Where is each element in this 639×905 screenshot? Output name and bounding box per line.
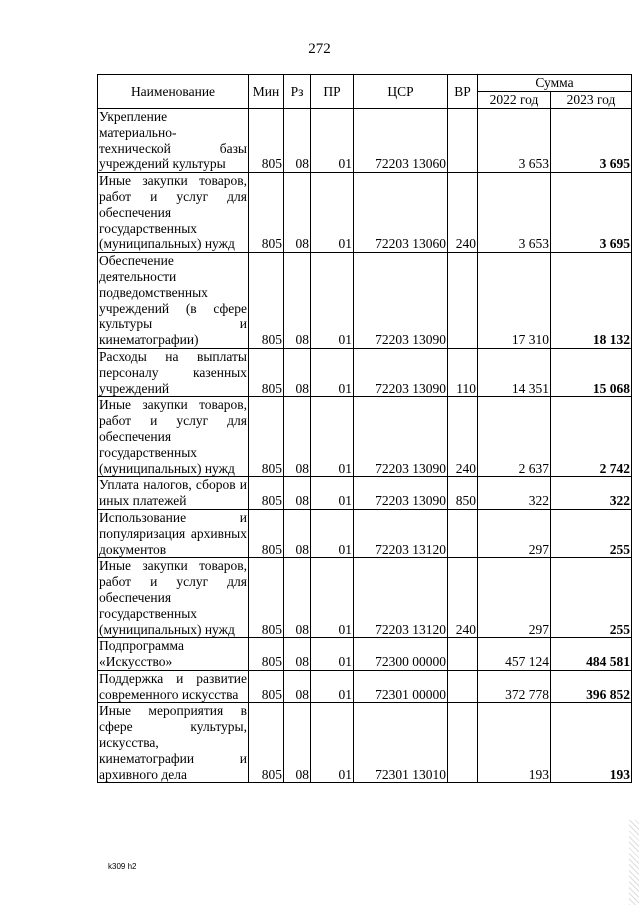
- row-min: 805: [249, 477, 284, 510]
- row-2023: 15 068: [551, 348, 632, 396]
- row-min: 805: [249, 558, 284, 638]
- row-min: 805: [249, 109, 284, 173]
- row-csr: 72203 13060: [354, 109, 448, 173]
- row-2022: 14 351: [478, 348, 551, 396]
- row-csr: 72203 13090: [354, 253, 448, 349]
- table-row: [98, 558, 632, 638]
- header-row-1: [98, 75, 632, 92]
- row-rz: 08: [284, 173, 311, 253]
- row-2023: 193: [551, 703, 632, 783]
- header-csr: ЦСР: [354, 75, 448, 109]
- row-name: Иные закупки товаров, работ и услуг для обеспечения государственных (муниципальных) нужд: [99, 558, 247, 637]
- row-csr: 72300 00000: [354, 638, 448, 671]
- row-name: Подпрограмма «Искусство»: [98, 638, 249, 671]
- row-name: Обеспечение деятельности подведомственных учреждений (в сфере культуры и кинематографии): [99, 253, 247, 348]
- row-vr: [448, 703, 478, 783]
- header-pr: ПР: [311, 75, 354, 109]
- scan-edge-noise: [629, 820, 639, 905]
- row-vr: [448, 670, 478, 703]
- row-rz: 08: [284, 638, 311, 671]
- row-2022: 457 124: [478, 638, 551, 671]
- row-2022: 297: [478, 558, 551, 638]
- header-2022: 2022 год: [478, 92, 551, 109]
- table-row: [98, 509, 632, 557]
- row-pr: 01: [311, 173, 354, 253]
- row-vr: [448, 253, 478, 349]
- row-csr: 72203 13090: [354, 477, 448, 510]
- row-pr: 01: [311, 477, 354, 510]
- header-min: Мин: [249, 75, 284, 109]
- row-name: Иные мероприятия в сфере культуры, искусства, кинематографии и архивного дела: [99, 703, 247, 782]
- row-min: 805: [249, 670, 284, 703]
- row-vr: [448, 638, 478, 671]
- row-csr: 72301 13010: [354, 703, 448, 783]
- table-row: [98, 477, 632, 510]
- row-min: 805: [249, 348, 284, 396]
- row-rz: 08: [284, 703, 311, 783]
- row-vr: [448, 509, 478, 557]
- row-name: Поддержка и развитие современного искусства: [99, 670, 247, 702]
- row-vr: 240: [448, 558, 478, 638]
- row-2022: 3 653: [478, 109, 551, 173]
- row-2022: 297: [478, 509, 551, 557]
- row-min: 805: [249, 509, 284, 557]
- row-rz: 08: [284, 477, 311, 510]
- footer-code: k309 h2: [108, 862, 137, 871]
- table-row: [98, 109, 632, 173]
- row-rz: 08: [284, 558, 311, 638]
- row-2023: 255: [551, 509, 632, 557]
- row-2022: 3 653: [478, 173, 551, 253]
- row-2023: 322: [551, 477, 632, 510]
- row-vr: 240: [448, 173, 478, 253]
- row-name: Использование и популяризация архивных документов: [99, 509, 247, 557]
- row-2023: 3 695: [551, 173, 632, 253]
- row-pr: 01: [311, 253, 354, 349]
- row-min: 805: [249, 253, 284, 349]
- row-min: 805: [249, 397, 284, 477]
- row-rz: 08: [284, 348, 311, 396]
- row-2023: 2 742: [551, 397, 632, 477]
- row-rz: 08: [284, 670, 311, 703]
- header-2023: 2023 год: [551, 92, 632, 109]
- row-csr: 72203 13090: [354, 397, 448, 477]
- row-2023: 3 695: [551, 109, 632, 173]
- row-2022: 193: [478, 703, 551, 783]
- row-rz: 08: [284, 397, 311, 477]
- table-row: [98, 703, 632, 783]
- row-name: Иные закупки товаров, работ и услуг для обеспечения государственных (муниципальных) нужд: [99, 173, 247, 252]
- row-2023: 484 581: [551, 638, 632, 671]
- row-pr: 01: [311, 703, 354, 783]
- row-csr: 72203 13120: [354, 509, 448, 557]
- row-pr: 01: [311, 397, 354, 477]
- row-name: Укрепление материально-технической базы учреждений культуры: [99, 109, 247, 172]
- row-pr: 01: [311, 348, 354, 396]
- row-2022: 2 637: [478, 397, 551, 477]
- row-pr: 01: [311, 670, 354, 703]
- row-min: 805: [249, 703, 284, 783]
- row-rz: 08: [284, 253, 311, 349]
- row-name: Уплата налогов, сборов и иных платежей: [99, 477, 247, 509]
- row-rz: 08: [284, 109, 311, 173]
- row-vr: 850: [448, 477, 478, 510]
- row-csr: 72301 00000: [354, 670, 448, 703]
- table-row: [98, 253, 632, 349]
- row-pr: 01: [311, 109, 354, 173]
- row-min: 805: [249, 173, 284, 253]
- row-csr: 72203 13090: [354, 348, 448, 396]
- header-vr: ВР: [448, 75, 478, 109]
- row-2022: 372 778: [478, 670, 551, 703]
- row-2022: 322: [478, 477, 551, 510]
- row-vr: 240: [448, 397, 478, 477]
- header-sum: Сумма: [478, 75, 632, 92]
- row-vr: 110: [448, 348, 478, 396]
- table-row: [98, 173, 632, 253]
- table-row: [98, 670, 632, 703]
- row-vr: [448, 109, 478, 173]
- row-pr: 01: [311, 509, 354, 557]
- header-name: Наименование: [98, 75, 249, 109]
- row-name: Иные закупки товаров, работ и услуг для обеспечения государственных (муниципальных) нужд: [99, 397, 247, 476]
- row-csr: 72203 13120: [354, 558, 448, 638]
- table-row: [98, 397, 632, 477]
- row-pr: 01: [311, 558, 354, 638]
- row-2022: 17 310: [478, 253, 551, 349]
- row-rz: 08: [284, 509, 311, 557]
- row-name: Расходы на выплаты персоналу казенных учреждений: [99, 348, 247, 396]
- table-row: [98, 348, 632, 396]
- row-2023: 396 852: [551, 670, 632, 703]
- table-row: [98, 638, 632, 671]
- row-pr: 01: [311, 638, 354, 671]
- page-number: 272: [308, 41, 331, 57]
- row-2023: 255: [551, 558, 632, 638]
- row-2023: 18 132: [551, 253, 632, 349]
- budget-table: [97, 74, 632, 783]
- row-min: 805: [249, 638, 284, 671]
- row-csr: 72203 13060: [354, 173, 448, 253]
- header-rz: Рз: [284, 75, 311, 109]
